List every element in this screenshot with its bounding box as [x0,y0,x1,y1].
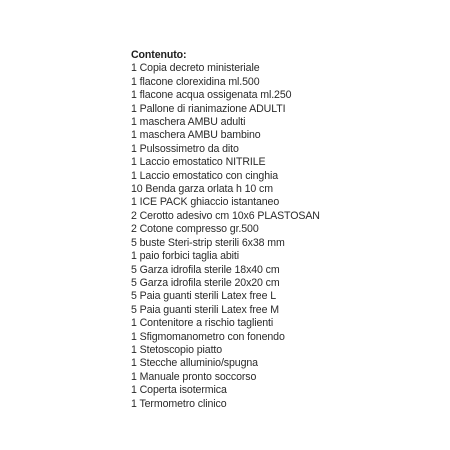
list-item: 2 Cotone compresso gr.500 [131,223,259,236]
list-item: 1 maschera AMBU bambino [131,129,261,142]
list-item: 5 Garza idrofila sterile 20x20 cm [131,276,280,289]
list-item: 5 Paia guanti sterili Latex free L [131,290,277,303]
list-item: 5 Garza idrofila sterile 18x40 cm [131,263,280,276]
list-item: 5 Paia guanti sterili Latex free M [131,303,279,316]
list-item: 2 Cerotto adesivo cm 10x6 PLASTOSAN [131,209,320,222]
list-item: 1 Laccio emostatico NITRILE [131,156,266,169]
list-item: 1 Sfigmomanometro con fonendo [131,330,285,343]
contents-block [131,49,320,411]
list-item: 1 paio forbici taglia abiti [131,250,240,263]
list-item: 1 Manuale pronto soccorso [131,370,257,383]
list-item: 1 Pulsossimetro da dito [131,142,239,155]
list-item: 1 Coperta isotermica [131,384,227,397]
list-item: 1 maschera AMBU adulti [131,116,246,129]
list-item: 1 ICE PACK ghiaccio istantaneo [131,196,280,209]
list-item: 1 Laccio emostatico con cinghia [131,169,279,182]
list-item: 1 flacone clorexidina ml.500 [131,75,260,88]
list-item: 1 Stecche alluminio/spugna [131,357,258,370]
list-item: 1 flacone acqua ossigenata ml.250 [131,89,292,102]
list-item: 1 Pallone di rianimazione ADULTI [131,102,286,115]
contents-heading: Contenuto: [131,49,187,61]
contents-list [131,62,320,411]
list-item: 5 buste Steri-strip sterili 6x38 mm [131,236,285,249]
list-item: 10 Benda garza orlata h 10 cm [131,183,273,196]
list-item: 1 Stetoscopio piatto [131,343,223,356]
list-item: 1 Contenitore a rischio taglienti [131,317,274,330]
list-item: 1 Termometro clinico [131,397,227,410]
list-item: 1 Copia decreto ministeriale [131,62,260,75]
